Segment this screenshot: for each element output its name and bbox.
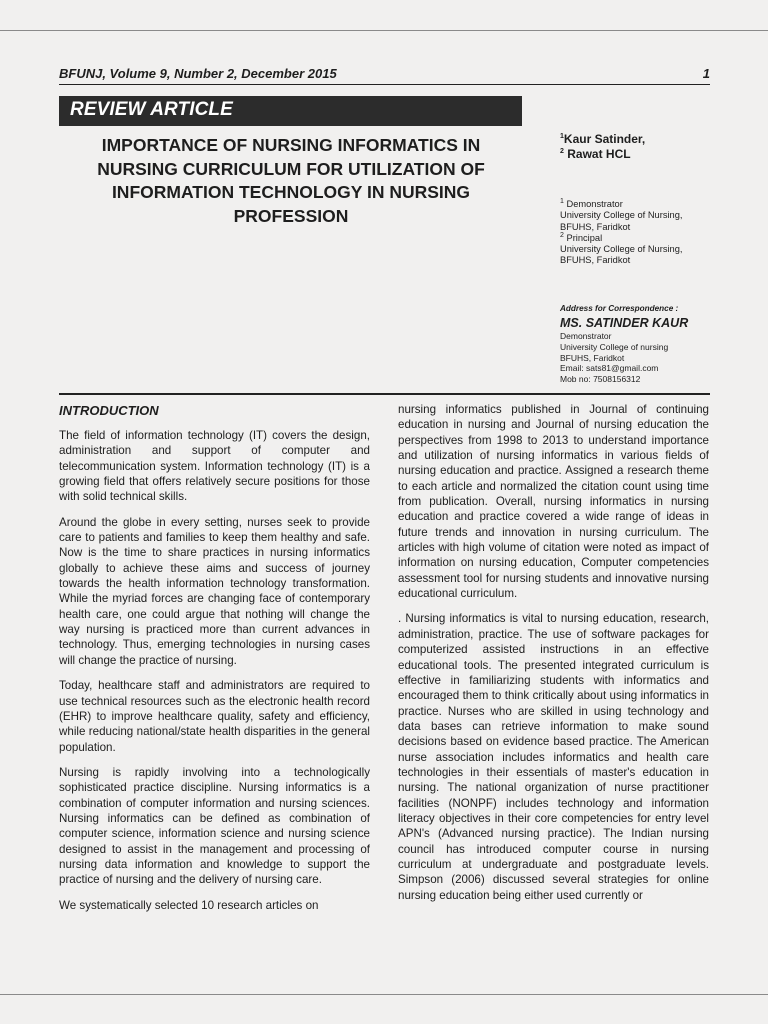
author-number: 1 (560, 133, 564, 140)
author (560, 147, 720, 162)
affiliation-role: $^1$ Demonstrator (560, 197, 623, 209)
affiliation-number: 2 (560, 231, 564, 239)
header-rule (59, 84, 710, 85)
affiliation-role: $^2$ Principal (560, 231, 603, 243)
author-name: Kaur Satinder, (563, 132, 646, 146)
page-top-rule (0, 30, 768, 31)
affiliation-place: BFUHS, Faridkot (560, 221, 631, 232)
correspondence-line: BFUHS, Faridkot (560, 352, 625, 363)
left-column (59, 402, 370, 923)
right-column (398, 402, 709, 913)
correspondence-phone: Mob no: 7508156312 (560, 374, 641, 385)
paragraph: Today, healthcare staff and administrators are required to use technical resources such as the electronic health record (EHR) to improve healthcare quality, safety and efficiency, while reducing national/state health disparities in the general population. (59, 679, 370, 754)
affiliation-institution: University College of Nursing, (560, 210, 683, 221)
author-name: Rawat HCL (563, 147, 631, 161)
paragraph: The field of information technology (IT) covers the design, administration and support of computer and telecommunication system. Information technology (IT) is a growing field that offers relatively secure positions for those with solid technical skills. (59, 429, 370, 504)
paragraph: Nursing is rapidly involving into a technologically sophisticated practice discipline. Nursing informatics is a combination of computer information and nursing sciences. Nursing informatics can be defined as combination of computer science, information science and nursing science designed to assist in the management and processing of nursing data information and knowledge to support the practice of nursing and the delivery of nursing care. (59, 765, 370, 887)
section-heading: INTRODUCTION (59, 403, 159, 418)
author-list (560, 132, 720, 162)
paragraph: . Nursing informatics is vital to nursing education, research, administration, practice. The use of software packages for computerized assisted instructions in an effective educational tools. The presented integrated curriculum is effective in familiarizing students with informatics and encouraged them to think critically about using informatics in practice. Nurses who are skilled in using technology and data bases can retrieve information to make sound decisions based on evidence based practice. The American nurse association includes informatics and health care technologies in their essentials of master's education in nursing. The national organization of nurse practitioner facilities (NONPF) includes technology and information literacy objectives in their core competencies for entry level APN's (Advanced nursing practice). The Indian nursing council has introduced computer course in nursing curriculum at undergraduate and postgraduate levels. Simpson (2006) discussed several strategies for online nursing education being either used currently or (398, 612, 709, 902)
running-header (59, 66, 710, 84)
affiliation-place: BFUHS, Faridkot (560, 255, 631, 266)
author-number: 2 (560, 148, 564, 155)
correspondence-block (560, 304, 760, 385)
journal-citation: BFUNJ, Volume 9, Number 2, December 2015 (59, 66, 337, 81)
correspondence-name: MS. SATINDER KAUR (560, 316, 689, 330)
page-number: 1 (702, 66, 710, 81)
article-title: IMPORTANCE OF NURSING INFORMATICS IN NURSING CURRICULUM FOR UTILIZATION OF INFORMATION TECHNOLOGY IN NURSING PROFESSION (97, 135, 485, 226)
paragraph: Around the globe in every setting, nurses seek to provide care to patients and families to keep them healthy and safe. Now is the time to share practices in nursing informatics globally to achieve these aims and success of journey towards the health information technology transformation. While the myriad forces are changing face of contemporary health care, one could argue that nothing will change the way nursing is practiced more than current advances in technology. Thus, emerging technologies in nursing cases will change the practice of nursing. (59, 515, 370, 667)
correspondence-line: University College of nursing (560, 341, 669, 352)
correspondence-line: Demonstrator (560, 331, 612, 341)
affiliations (560, 199, 740, 267)
paragraph: We systematically selected 10 research articles on (59, 898, 319, 912)
affiliation-number: 1 (560, 197, 564, 205)
page-bottom-rule (0, 994, 768, 995)
paragraph: nursing informatics published in Journal of continuing education in nursing and Journal of nursing education the perspectives from 1998 to 2013 to understand importance and utilization of nursing informatics in various fields of nursing education and practice. Assigned a research theme to each article and normalized the citation count using time from publication. Overall, nursing informatics in nursing education and practice covered a wide range of ideas in future trends and innovation in nursing curriculum. The articles with high volume of citation were noted as impact of information on nursing education, Computer competencies assessment tool for nursing students and innovative nursing educational curriculum. (398, 403, 709, 601)
section-divider (59, 393, 710, 395)
article-type-label: REVIEW ARTICLE (70, 99, 233, 120)
author (560, 132, 720, 147)
correspondence-email: Email: sats81@gmail.com (560, 363, 659, 374)
article-type-banner (59, 96, 522, 126)
affiliation-institution: University College of Nursing, (560, 244, 683, 255)
correspondence-label: Address for Correspondence : (560, 304, 679, 313)
